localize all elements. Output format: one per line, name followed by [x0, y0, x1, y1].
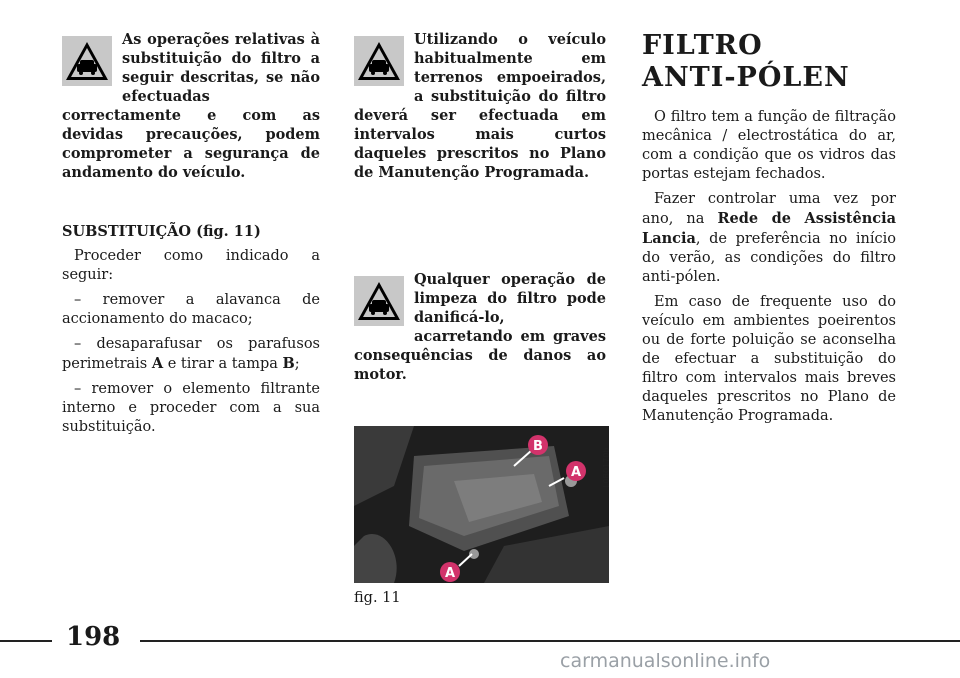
- watermark: carmanualsonline.info: [560, 650, 771, 672]
- warning-car-icon: [62, 36, 112, 86]
- step-3: – remover o elemento filtrante interno e proceder com a sua substituição.: [62, 381, 320, 435]
- figure-reference: fig. 11: [203, 223, 254, 240]
- page-number: 198: [66, 622, 121, 652]
- step-2: – desaparafusar os parafusos perimetrais A e tirar a tampa B;: [62, 336, 320, 372]
- photo-code: L0B0170b: [602, 447, 611, 488]
- warning-car-icon: [354, 276, 404, 326]
- callout-b: B: [533, 439, 543, 454]
- footer-rule-left: [0, 640, 52, 642]
- column-left: [62, 30, 320, 443]
- engine-air-filter-photo: [354, 426, 609, 583]
- warning-text-cleaning: Qualquer operação de limpeza do filtro pode danificá-lo, acarretando em graves consequências de danos ao motor.: [354, 271, 606, 383]
- column-right: [642, 30, 896, 432]
- warning-car-icon: [354, 36, 404, 86]
- column-middle: [354, 30, 606, 384]
- section-subheading: SUBSTITUIÇÃO (fig. 11): [62, 223, 261, 240]
- paragraph-function: O filtro tem a função de filtração mecânica / electrostática do ar, com a condição que os vidros das portas estejam fechados.: [642, 109, 896, 182]
- section-title: FILTRO ANTI-PÓLEN: [642, 30, 850, 93]
- subheading-label: SUBSTITUIÇÃO: [62, 223, 192, 240]
- figure-caption: fig. 11: [354, 590, 401, 606]
- callout-a-right: A: [570, 465, 582, 480]
- paragraph-frequent-use: Em caso de frequente uso do veículo em ambientes poeirentos ou de forte poluição se aconselha de efectuar a substituição do filtro com intervalos mais breves daqueles prescritos no Plano de Manutenção Programada.: [642, 294, 896, 424]
- warning-text-dust: Utilizando o veículo habitualmente em terrenos empoeirados, a substituição do filtro deverá ser efectuada em intervalos mais curtos daqueles prescritos no Plano de Manutenção Programada.: [354, 31, 606, 181]
- paragraph-check: Fazer controlar uma vez por ano, na Rede de Assistência Lancia, de preferência no início do verão, as condições do filtro anti-pólen.: [642, 191, 897, 285]
- callout-a-bottom: A: [444, 566, 456, 581]
- step-1: – remover a alavanca de accionamento do macaco;: [62, 292, 320, 327]
- intro-text: Proceder como indicado a seguir:: [62, 248, 320, 283]
- footer-rule-right: [140, 640, 960, 642]
- warning-text: As operações relativas à substituição do filtro a seguir descritas, se não efectuadas correctamente e com as devidas precauções, podem comprometer a segurança de andamento do veículo.: [62, 31, 320, 181]
